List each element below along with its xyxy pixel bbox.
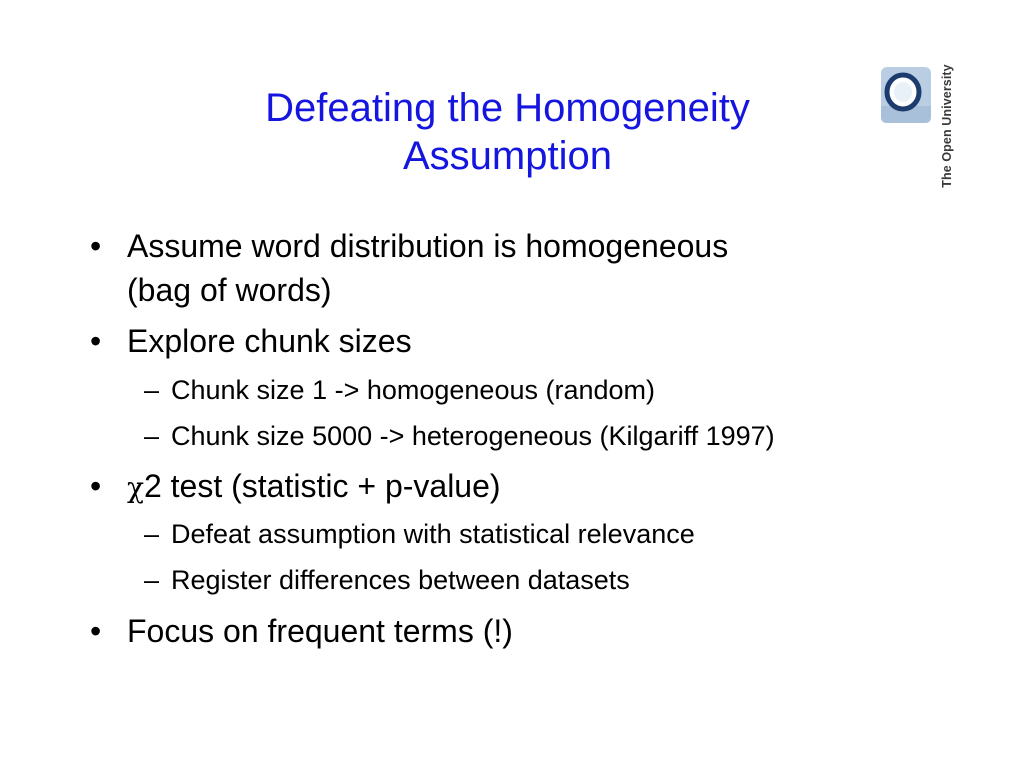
sub-bullet-text: Register differences between datasets <box>171 565 630 595</box>
bullet-text: Focus on frequent terms (!) <box>127 613 513 649</box>
slide-title-line-1: Defeating the Homogeneity <box>265 86 750 130</box>
bullet-marker: • <box>90 323 102 359</box>
slide-title-line-2: Assumption <box>403 134 612 178</box>
bullet-text: Explore chunk sizes <box>127 323 412 359</box>
sub-bullet-marker: – <box>144 565 160 595</box>
sub-bullet-marker: – <box>144 375 160 405</box>
sub-bullet-text: Chunk size 1 -> homogeneous (random) <box>171 375 656 405</box>
sub-bullet-text: Chunk size 5000 -> heterogeneous (Kilgariff 1997) <box>171 421 775 451</box>
bullet-marker: • <box>90 613 102 649</box>
sub-bullet-text: Defeat assumption with statistical relevance <box>171 519 695 549</box>
chi-symbol: χ <box>127 471 144 504</box>
sub-bullet-marker: – <box>144 519 160 549</box>
sub-bullet-marker: – <box>144 421 160 451</box>
bullet-text <box>127 466 501 508</box>
logo-wordmark: The Open University <box>940 64 954 188</box>
bullet-text-continuation: (bag of words) <box>127 272 332 308</box>
bullet-text: Assume word distribution is homogeneous <box>127 228 729 264</box>
bullet-marker: • <box>90 228 102 264</box>
bullet-text-rest: 2 test (statistic + p-value) <box>143 468 501 504</box>
bullet-marker: • <box>90 468 102 504</box>
